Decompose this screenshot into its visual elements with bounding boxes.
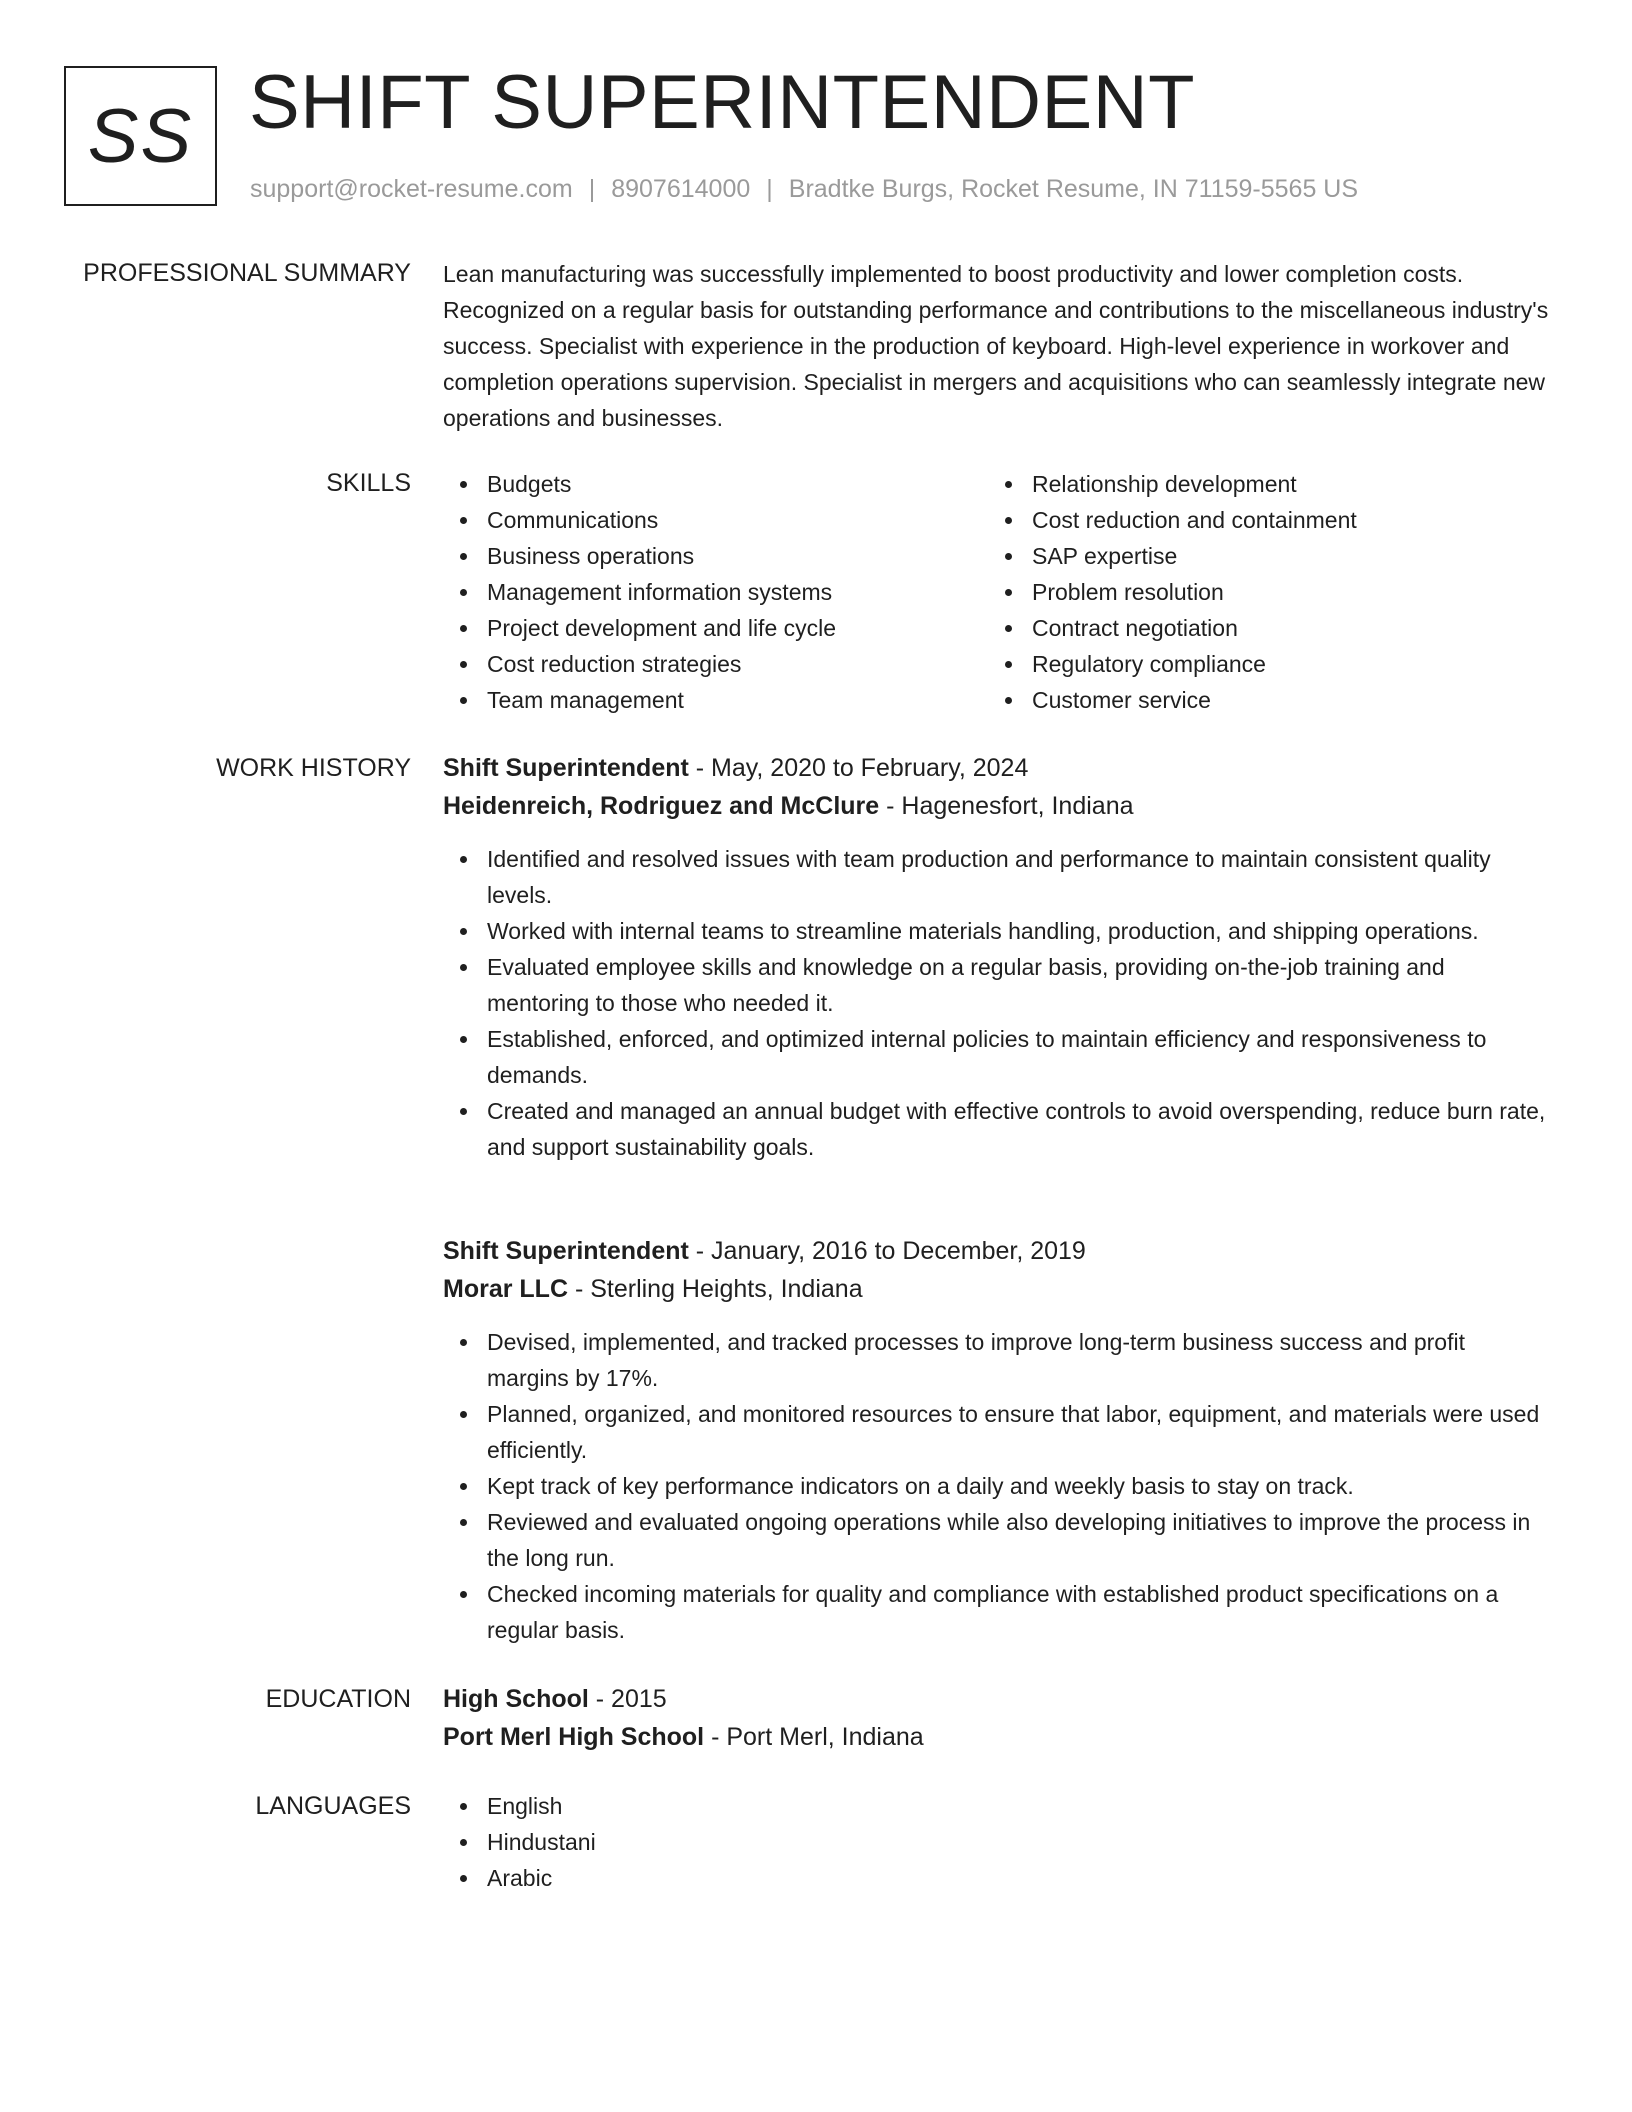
job-location: - Hagenesfort, Indiana bbox=[879, 792, 1134, 820]
resume-title: SHIFT SUPERINTENDENT bbox=[249, 60, 1196, 145]
contact-address: Bradtke Burgs, Rocket Resume, IN 71159-5565 US bbox=[788, 175, 1359, 203]
skill-item: Project development and life cycle bbox=[443, 610, 988, 646]
education-entry bbox=[443, 1680, 1553, 1756]
job-company-line bbox=[443, 787, 1553, 825]
job-title-line bbox=[443, 749, 1553, 787]
job-title-line bbox=[443, 1232, 1553, 1270]
job-bullet: Planned, organized, and monitored resources to ensure that labor, equipment, and materials were used efficiently. bbox=[443, 1396, 1553, 1468]
job-dates: - January, 2016 to December, 2019 bbox=[688, 1237, 1086, 1265]
job-bullet-list bbox=[443, 1324, 1553, 1648]
skills-heading: SKILLS bbox=[326, 469, 411, 497]
education-degree-line bbox=[443, 1680, 1553, 1718]
job-bullet: Evaluated employee skills and knowledge on a regular basis, providing on-the-job training and mentoring to those who needed it. bbox=[443, 949, 1553, 1021]
skill-item: Customer service bbox=[988, 682, 1533, 718]
job-entry bbox=[443, 749, 1553, 1165]
education-school-line bbox=[443, 1718, 1553, 1756]
education-degree: High School bbox=[443, 1685, 589, 1713]
skill-item: Relationship development bbox=[988, 466, 1533, 502]
job-bullet: Identified and resolved issues with team production and performance to maintain consistent quality levels. bbox=[443, 841, 1553, 913]
skill-item: Problem resolution bbox=[988, 574, 1533, 610]
skill-item: Cost reduction and containment bbox=[988, 502, 1533, 538]
contact-separator: | bbox=[766, 175, 773, 203]
languages-heading: LANGUAGES bbox=[255, 1792, 411, 1820]
job-bullet: Worked with internal teams to streamline materials handling, production, and shipping operations. bbox=[443, 913, 1553, 949]
contact-line bbox=[250, 172, 1358, 206]
language-item: Arabic bbox=[443, 1860, 1553, 1896]
job-bullet: Checked incoming materials for quality and compliance with established product specifications on a regular basis. bbox=[443, 1576, 1553, 1648]
skills-section bbox=[443, 466, 1553, 718]
job-company: Heidenreich, Rodriguez and McClure bbox=[443, 792, 880, 820]
job-title: Shift Superintendent bbox=[443, 1237, 689, 1265]
summary-heading: PROFESSIONAL SUMMARY bbox=[83, 259, 411, 287]
job-bullet: Established, enforced, and optimized internal policies to maintain efficiency and responsiveness to demands. bbox=[443, 1021, 1553, 1093]
languages-list bbox=[443, 1788, 1553, 1896]
skill-item: Communications bbox=[443, 502, 988, 538]
summary-section bbox=[443, 256, 1553, 436]
skill-item: Cost reduction strategies bbox=[443, 646, 988, 682]
job-company: Morar LLC bbox=[443, 1275, 568, 1303]
summary-text: Lean manufacturing was successfully implemented to boost productivity and lower completion costs. Recognized on a regular basis for outstanding performance and contributions to the miscellaneous industry's success. Specialist with experience in the production of keyboard. High-level experience in workover and completion operations supervision. Specialist in mergers and acquisitions who can seamlessly integrate new operations and businesses. bbox=[443, 261, 1549, 431]
skills-list-left bbox=[443, 466, 988, 718]
languages-section bbox=[443, 1788, 1553, 1896]
monogram-logo bbox=[64, 66, 217, 206]
job-entry bbox=[443, 1232, 1553, 1648]
job-dates: - May, 2020 to February, 2024 bbox=[688, 754, 1029, 782]
contact-separator: | bbox=[588, 175, 596, 203]
monogram-initials: SS bbox=[87, 93, 194, 179]
job-company-line bbox=[443, 1270, 1553, 1308]
job-bullet: Reviewed and evaluated ongoing operations while also developing initiatives to improve the process in the long run. bbox=[443, 1504, 1553, 1576]
job-bullet: Kept track of key performance indicators on a daily and weekly basis to stay on track. bbox=[443, 1468, 1553, 1504]
language-item: English bbox=[443, 1788, 1553, 1824]
education-year: - 2015 bbox=[588, 1685, 667, 1713]
job-bullet-list bbox=[443, 841, 1553, 1165]
education-school: Port Merl High School bbox=[443, 1723, 705, 1751]
skill-item: Business operations bbox=[443, 538, 988, 574]
contact-email[interactable]: support@rocket-resume.com bbox=[250, 175, 573, 203]
job-location: - Sterling Heights, Indiana bbox=[568, 1275, 863, 1303]
contact-phone[interactable]: 8907614000 bbox=[611, 175, 751, 203]
skill-item: Budgets bbox=[443, 466, 988, 502]
skill-item: Team management bbox=[443, 682, 988, 718]
job-bullet: Devised, implemented, and tracked processes to improve long-term business success and profit margins by 17%. bbox=[443, 1324, 1553, 1396]
job-title: Shift Superintendent bbox=[443, 754, 689, 782]
skill-item: Contract negotiation bbox=[988, 610, 1533, 646]
job-bullet: Created and managed an annual budget with effective controls to avoid overspending, reduce burn rate, and support sustainability goals. bbox=[443, 1093, 1553, 1165]
education-heading: EDUCATION bbox=[265, 1685, 411, 1713]
work-history-heading: WORK HISTORY bbox=[216, 754, 411, 782]
education-location: - Port Merl, Indiana bbox=[704, 1723, 924, 1751]
skills-list-right bbox=[988, 466, 1533, 718]
skill-item: Management information systems bbox=[443, 574, 988, 610]
skill-item: Regulatory compliance bbox=[988, 646, 1533, 682]
skill-item: SAP expertise bbox=[988, 538, 1533, 574]
language-item: Hindustani bbox=[443, 1824, 1553, 1860]
